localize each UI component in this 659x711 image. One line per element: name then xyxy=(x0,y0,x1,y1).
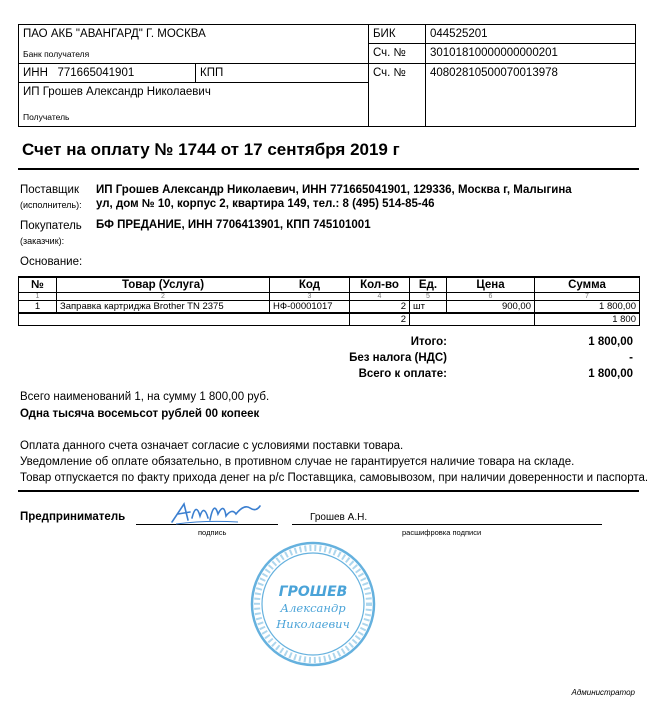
bank-details-table xyxy=(18,24,636,127)
notes-divider xyxy=(18,490,639,492)
bank-name: ПАО АКБ "АВАНГАРД" Г. МОСКВА xyxy=(19,25,369,44)
total-to-pay-label: Всего к оплате: xyxy=(358,368,447,380)
supplier-line2: ул, дом № 10, корпус 2, квартира 149, тел.: 8 (495) 514-85-46 xyxy=(96,198,435,210)
buyer-value: БФ ПРЕДАНИЕ, ИНН 7706413901, КПП 745101001 xyxy=(96,219,371,231)
row-unit: шт xyxy=(410,301,447,314)
items-table xyxy=(18,276,640,326)
row-number: 1 xyxy=(19,301,57,314)
subtotal-row xyxy=(19,313,640,326)
subtotal-empty-2 xyxy=(410,313,535,326)
row-code: НФ-00001017 xyxy=(270,301,350,314)
corr-account-value: 30101810000000000201 xyxy=(426,44,636,64)
note-3: Товар отпускается по факту прихода денег на р/с Поставщика, самовывозом, при наличии доверенности и паспорта. xyxy=(20,472,649,484)
bik-label: БИК xyxy=(369,25,426,44)
account-value: 40802810500070013978 xyxy=(426,64,636,127)
basis-label: Основание: xyxy=(20,256,83,268)
recipient-name: ИП Грошев Александр Николаевич xyxy=(23,86,211,98)
signatory-name: Грошев А.Н. xyxy=(310,512,368,523)
subtotal-empty xyxy=(19,313,350,326)
recipient-cell xyxy=(19,83,369,127)
col-price-header: Цена xyxy=(447,277,535,293)
subtotal-sum: 1 800 xyxy=(535,313,640,326)
summary-line: Всего наименований 1, на сумму 1 800,00 руб. xyxy=(20,391,270,403)
recipient-bank-label: Банк получателя xyxy=(19,44,369,64)
supplier-line1: ИП Грошев Александр Николаевич, ИНН 771665041901, 129336, Москва г, Малыгина xyxy=(96,184,572,196)
buyer-sublabel: (заказчик): xyxy=(20,236,65,246)
handwritten-signature xyxy=(166,494,266,530)
row-product: Заправка картриджа Brother TN 2375 xyxy=(57,301,270,314)
stamp-line-3: Николаевич xyxy=(276,617,350,631)
total-to-pay-value: 1 800,00 xyxy=(588,368,633,380)
row-price: 900,00 xyxy=(447,301,535,314)
col-num: 4 xyxy=(350,293,410,301)
round-stamp xyxy=(248,540,378,668)
row-sum: 1 800,00 xyxy=(535,301,640,314)
signatory-role: Предприниматель xyxy=(20,511,126,523)
summary-words: Одна тысяча восемьсот рублей 00 копеек xyxy=(20,408,260,420)
table-row xyxy=(19,301,640,314)
recipient-label: Получатель xyxy=(23,112,70,122)
col-code-header: Код xyxy=(270,277,350,293)
title-underline xyxy=(18,168,639,170)
col-num: 7 xyxy=(535,293,640,301)
kpp-cell: КПП xyxy=(196,64,369,83)
col-sum-header: Сумма xyxy=(535,277,640,293)
col-qty-header: Кол-во xyxy=(350,277,410,293)
nds-label: Без налога (НДС) xyxy=(349,352,447,364)
inn-cell: ИНН 771665041901 xyxy=(19,64,196,83)
col-num: 5 xyxy=(410,293,447,301)
col-product-header: Товар (Услуга) xyxy=(57,277,270,293)
signature-caption: подпись xyxy=(198,528,227,537)
buyer-label: Покупатель xyxy=(20,220,82,232)
nds-value: - xyxy=(629,352,633,364)
col-num: 2 xyxy=(57,293,270,301)
bik-value: 044525201 xyxy=(426,25,636,44)
itogo-value: 1 800,00 xyxy=(588,336,633,348)
column-number-row xyxy=(19,293,640,301)
corr-account-label: Сч. № xyxy=(369,44,426,64)
invoice-title: Счет на оплату № 1744 от 17 сентября 2019 г xyxy=(22,140,400,159)
supplier-sublabel: (исполнитель): xyxy=(20,200,82,210)
col-unit-header: Ед. xyxy=(410,277,447,293)
supplier-label: Поставщик xyxy=(20,184,79,196)
col-number-header: № xyxy=(19,277,57,293)
col-num: 6 xyxy=(447,293,535,301)
footer-note: Администратор xyxy=(571,688,635,697)
note-1: Оплата данного счета означает согласие с условиями поставки товара. xyxy=(20,440,404,452)
name-line xyxy=(292,524,602,525)
stamp-line-2: Александр xyxy=(280,601,346,615)
note-2: Уведомление об оплате обязательно, в противном случае не гарантируется наличие товара на складе. xyxy=(20,456,575,468)
col-num: 1 xyxy=(19,293,57,301)
subtotal-qty: 2 xyxy=(350,313,410,326)
table-header-row xyxy=(19,277,640,293)
account-label: Сч. № xyxy=(369,64,426,127)
row-qty: 2 xyxy=(350,301,410,314)
itogo-label: Итого: xyxy=(410,336,447,348)
name-caption: расшифровка подписи xyxy=(402,528,482,537)
stamp-line-1: ГРОШЕВ xyxy=(278,584,348,600)
col-num: 3 xyxy=(270,293,350,301)
